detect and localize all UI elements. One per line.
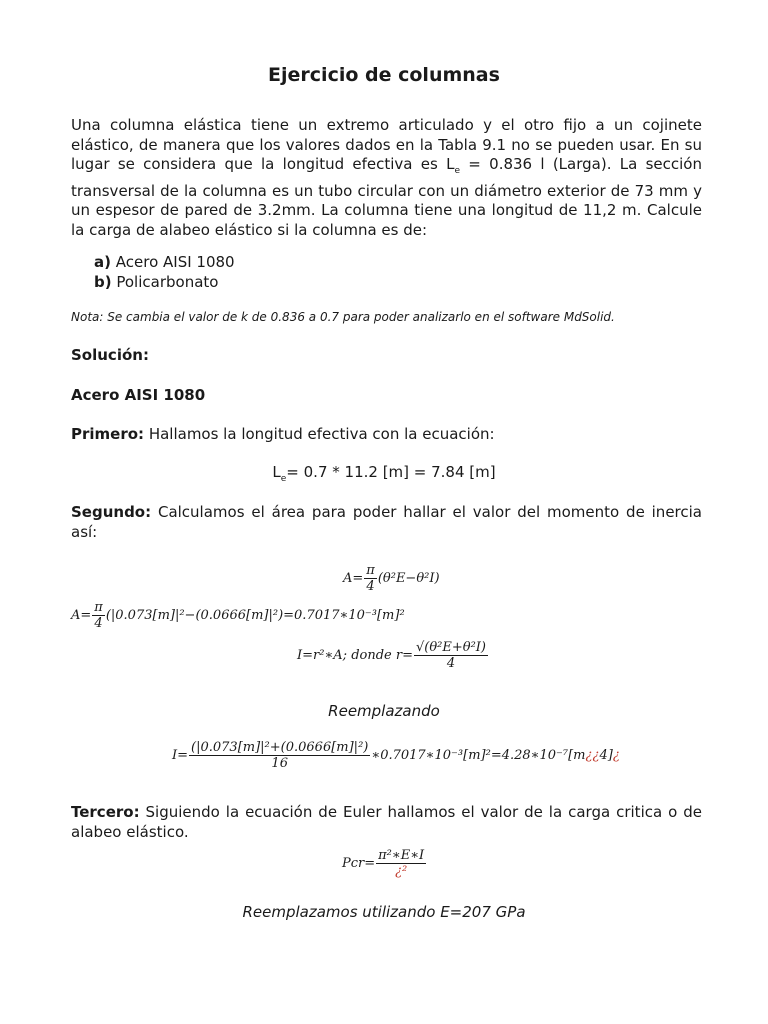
area-equation-general: A= $\frac{\pi}{4}$ (θ²E−θ²I) [343, 563, 440, 594]
option-item-a [94, 252, 235, 272]
fraction: $\frac{\text{(|0.073[m]|²+(0.0666[m]|²)}}{16}$ [191, 740, 369, 771]
le-sub: e [280, 474, 287, 484]
step-text: Calculamos el área para poder hallar el valor del momento de inercia así: [71, 503, 702, 541]
step-label: Tercero: [71, 803, 140, 821]
option-text: Acero AISI 1080 [110, 253, 235, 271]
intro-subscript: e [454, 166, 461, 177]
option-text: Policarbonato [111, 273, 219, 291]
note-text: Nota: Se cambia el valor de k de 0.836 a 0.7 para poder analizarlo en el software MdSolid. [71, 310, 615, 324]
step-text: Siguiendo la ecuación de Euler hallamos el valor de la carga critica o de alabeo elástico. [71, 803, 702, 841]
step-first [71, 425, 702, 445]
section-heading: Acero AISI 1080 [71, 386, 206, 404]
solution-heading: Solución: [71, 346, 149, 364]
option-key: b) [94, 273, 112, 291]
intro-text-pre: Una columna elástica tiene un extremo articulado y el otro fijo a un cojinete elástico, de manera que los valores dados en la Tabla 9.1 no se pueden usar. En su lugar se considera que la longitud efectiva es L [71, 116, 702, 174]
euler-equation: Pcr= $\frac{\text{π²∗E∗I}}{\text{¿²}}$ [342, 848, 425, 879]
fraction: $\frac{\pi}{4}$ [94, 600, 103, 631]
fraction: $\frac{\text{√(θ²E+θ²I)}}{4}$ [415, 640, 486, 671]
step-third [71, 803, 702, 842]
option-key: a) [94, 253, 111, 271]
fraction: $\frac{\pi}{4}$ [366, 563, 375, 594]
option-item-b [94, 272, 235, 292]
area-equation-numeric: A= $\frac{\pi}{4}$ (|0.073[m]|²−(0.0666[m]|²)=0.7017∗10⁻³[m]² [71, 600, 405, 631]
page-title: Ejercicio de columnas [268, 64, 500, 86]
step-label: Primero: [71, 425, 145, 443]
effective-length-equation [0, 463, 768, 484]
step-label: Segundo: [71, 503, 152, 521]
fraction: $\frac{\text{π²∗E∗I}}{\text{¿²}}$ [378, 848, 425, 879]
le-base: L [272, 463, 281, 481]
replace-with-e-label: Reemplazamos utilizando E=207 GPa [242, 903, 526, 921]
step-second [71, 503, 702, 542]
problem-statement [71, 116, 702, 241]
replacing-label: Reemplazando [328, 702, 440, 720]
inertia-equation-general: I=r²∗A; donde r= $\frac{\text{√(θ²E+θ²I)}}{4}$ [297, 640, 486, 671]
intro-text-post: = 0.836 l (Larga). La sección transversal de la columna es un tubo circular con un diámetro exterior de 73 mm y un espesor de pared de 3.2mm. La columna tiene una longitud de 11,2 m. Calcule la carga de alabeo elástico si la columna es de: [71, 155, 702, 239]
inertia-equation-numeric: I= $\frac{\text{(|0.073[m]|²+(0.0666[m]|²)}}{16}$ ∗0.7017∗10⁻³[m]²=4.28∗10⁻⁷[m¿¿4]¿ [172, 740, 620, 771]
step-text: Hallamos la longitud efectiva con la ecuación: [144, 425, 495, 443]
options-list [94, 252, 235, 292]
le-rest: = 0.7 * 11.2 [m] = 7.84 [m] [286, 463, 496, 481]
